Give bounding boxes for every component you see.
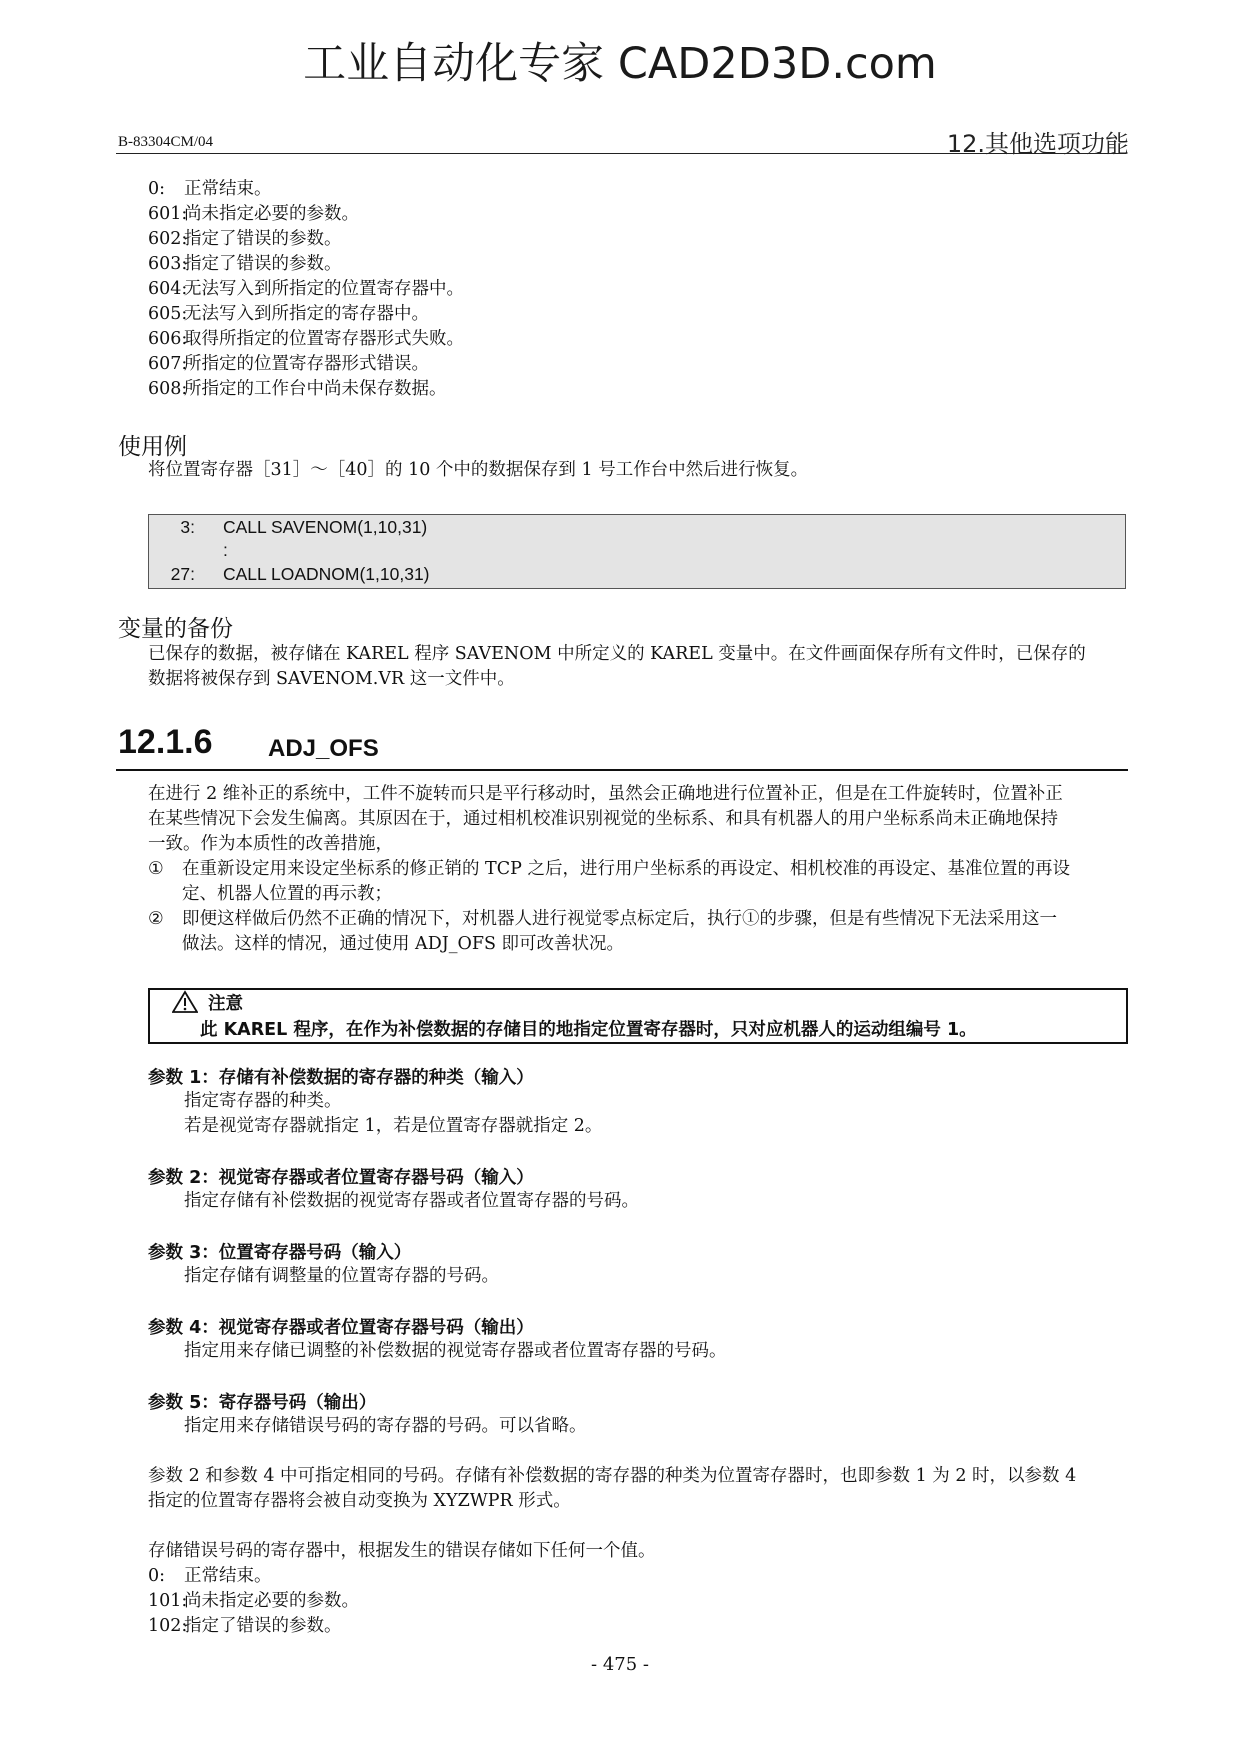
item-mark: ② xyxy=(148,909,164,929)
numbered-item: ① 在重新设定用来设定坐标系的修正销的 TCP 之后，进行用户坐标系的再设定、相机校准的再设定、基准位置的再设 定、机器人位置的再示教； xyxy=(148,859,1070,904)
numbered-item: ② 即便这样做后仍然不正确的情况下，对机器人进行视觉零点标定后，执行①的步骤，但是有些情况下无法采用这一 做法。这样的情况，通过使用 ADJ_OFS 即可改善状况。 xyxy=(148,909,1057,954)
section-intro: 在进行 2 维补正的系统中，工件不旋转而只是平行移动时，虽然会正确地进行位置补正，但是在工件旋转时，位置补正 在某些情况下会发生偏离。其原因在于，通过相机校准识别视觉的坐标系、和具有机器人的用户坐标系尚未正确地保持 一致。作为本质性的改善措施， xyxy=(148,784,1063,854)
section-number: 12.1.6 xyxy=(118,723,213,761)
code-line: 27: CALL LOADNOM(1,10,31) xyxy=(170,564,430,584)
param-heading: 参数 2：视觉寄存器或者位置寄存器号码（输入） xyxy=(148,1168,534,1188)
page-number: - 475 - xyxy=(591,1654,649,1675)
item-mark: ① xyxy=(148,859,164,879)
param-heading: 参数 5：寄存器号码（输出） xyxy=(148,1393,377,1413)
list-item: 102: 指定了错误的参数。 xyxy=(148,1616,342,1636)
param-block: 参数 2：视觉寄存器或者位置寄存器号码（输入） 指定存储有补偿数据的视觉寄存器或者位置寄存器的号码。 xyxy=(148,1164,639,1214)
list-item: 601: 尚未指定必要的参数。 xyxy=(148,204,359,224)
backup-heading: 变量的备份 xyxy=(118,616,233,642)
list-item: 608: 所指定的工作台中尚未保存数据。 xyxy=(148,379,447,399)
error-list-top xyxy=(148,177,464,402)
code-block xyxy=(148,514,1126,589)
header-rule xyxy=(116,153,1126,154)
closing-text: 参数 2 和参数 4 中可指定相同的号码。存储有补偿数据的寄存器的种类为位置寄存器时，也即参数 1 为 2 时，以参数 4 指定的位置寄存器将会被自动变换为 XYZWPR 形式。 xyxy=(148,1466,1077,1511)
error-list-bottom xyxy=(148,1564,359,1639)
code-line: : xyxy=(223,540,228,560)
list-item: 0: 正常结束。 xyxy=(148,179,272,199)
list-item: 0: 正常结束。 xyxy=(148,1566,272,1586)
param-heading: 参数 3：位置寄存器号码（输入） xyxy=(148,1243,412,1263)
list-item: 101: 尚未指定必要的参数。 xyxy=(148,1591,359,1611)
list-item: 602: 指定了错误的参数。 xyxy=(148,229,342,249)
section-rule xyxy=(116,769,1128,771)
list-item: 604: 无法写入到所指定的位置寄存器中。 xyxy=(148,279,464,299)
chapter-title: 12.其他选项功能 xyxy=(946,130,1129,158)
watermark: 工业自动化专家 CAD2D3D.com xyxy=(303,39,937,89)
param-block: 参数 5：寄存器号码（输出） 指定用来存储错误号码的寄存器的号码。可以省略。 xyxy=(148,1389,587,1439)
list-item: 606: 取得所指定的位置寄存器形式失败。 xyxy=(148,329,464,349)
error-intro: 存储错误号码的寄存器中，根据发生的错误存储如下任何一个值。 xyxy=(148,1541,656,1561)
param-heading: 参数 4：视觉寄存器或者位置寄存器号码（输出） xyxy=(148,1318,534,1338)
example-desc: 将位置寄存器［31］～［40］的 10 个中的数据保存到 1 号工作台中然后进行恢复。 xyxy=(148,460,809,480)
note-title: 注意 xyxy=(208,994,243,1014)
list-item: 603: 指定了错误的参数。 xyxy=(148,254,342,274)
param-heading: 参数 1：存储有补偿数据的寄存器的种类（输入） xyxy=(148,1068,534,1088)
param-block: 参数 1：存储有补偿数据的寄存器的种类（输入） 指定寄存器的种类。 若是视觉寄存器就指定 1，若是位置寄存器就指定 2。 xyxy=(148,1064,602,1139)
backup-text: 已保存的数据，被存储在 KAREL 程序 SAVENOM 中所定义的 KAREL 变量中。在文件画面保存所有文件时，已保存的 数据将被保存到 SAVENOM.VR 这一文件中。 xyxy=(148,644,1086,689)
list-item: 605: 无法写入到所指定的寄存器中。 xyxy=(148,304,429,324)
list-item: 607: 所指定的位置寄存器形式错误。 xyxy=(148,354,429,374)
param-block: 参数 4：视觉寄存器或者位置寄存器号码（输出） 指定用来存储已调整的补偿数据的视觉寄存器或者位置寄存器的号码。 xyxy=(148,1314,727,1364)
note-body: 此 KAREL 程序，在作为补偿数据的存储目的地指定位置寄存器时，只对应机器人的运动组编号 1。 xyxy=(200,1020,977,1040)
param-block: 参数 3：位置寄存器号码（输入） 指定存储有调整量的位置寄存器的号码。 xyxy=(148,1239,499,1289)
code-line: 3: CALL SAVENOM(1,10,31) xyxy=(180,517,428,537)
example-heading: 使用例 xyxy=(118,434,187,460)
section-title: ADJ_OFS xyxy=(268,735,379,762)
doc-id: B-83304CM/04 xyxy=(118,134,214,150)
warning-triangle-icon xyxy=(172,990,198,1014)
